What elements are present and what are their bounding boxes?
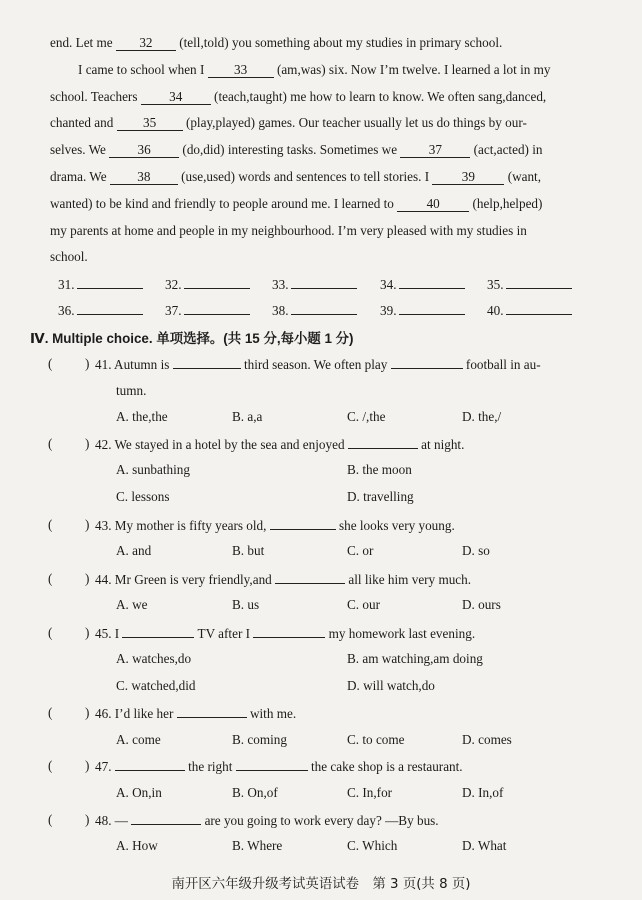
answer-35: 35. — [487, 276, 572, 293]
question-48-blank — [131, 812, 201, 825]
blank-39: 39 — [432, 169, 504, 185]
option-b[interactable]: B. On,of — [232, 785, 278, 800]
answer-38: 38. — [272, 302, 357, 319]
answer-paren-close: ) — [85, 625, 90, 640]
answer-paren-close: ) — [85, 436, 90, 451]
answer-38-line[interactable] — [291, 302, 357, 315]
blank-37: 37 — [400, 142, 470, 158]
answer-33: 33. — [272, 276, 357, 293]
question-48-text: 48. — are you going to work every day? —By bus. — [95, 813, 439, 828]
option-c[interactable]: C. lessons — [116, 489, 170, 504]
option-d[interactable]: D. the,/ — [462, 409, 502, 424]
answer-40: 40. — [487, 302, 572, 319]
option-c[interactable]: C. or — [347, 543, 374, 558]
option-b[interactable]: B. Where — [232, 838, 283, 853]
question-46-blank — [177, 705, 247, 718]
blank-32: 32 — [116, 35, 176, 51]
option-c[interactable]: C. /,the — [347, 409, 386, 424]
answer-34: 34. — [380, 276, 465, 293]
passage-line-3: school. Teachers 34 (teach,taught) me how to learn to know. We often sang,danced, — [50, 89, 547, 104]
answer-34-line[interactable] — [399, 276, 465, 289]
answer-paren-open[interactable]: ( — [48, 625, 53, 640]
question-41-blank-2 — [391, 356, 463, 369]
question-42-blank — [348, 436, 418, 449]
option-c[interactable]: C. to come — [347, 732, 405, 747]
answer-paren-open[interactable]: ( — [48, 356, 53, 371]
option-c[interactable]: C. our — [347, 597, 380, 612]
question-44-text: 44. Mr Green is very friendly,and all like him very much. — [95, 572, 472, 587]
passage-line-9: school. — [50, 249, 88, 264]
page-footer: 南开区六年级升级考试英语试卷 第 3 页(共 8 页) — [171, 877, 471, 892]
answer-31: 31. — [58, 276, 143, 293]
blank-34: 34 — [141, 89, 211, 105]
passage-line-1: end. Let me 32 (tell,told) you something about my studies in primary school. — [50, 35, 503, 50]
question-47-text: 47. the right the cake shop is a restaurant. — [95, 759, 463, 774]
question-46-text: 46. I’d like her with me. — [95, 706, 297, 721]
answer-paren-open[interactable]: ( — [48, 517, 53, 532]
blank-38: 38 — [110, 169, 178, 185]
question-43-blank — [270, 517, 336, 530]
question-42-text: 42. We stayed in a hotel by the sea and enjoyed at night. — [95, 437, 465, 452]
answer-32: 32. — [165, 276, 250, 293]
answer-39-line[interactable] — [399, 302, 465, 315]
option-d[interactable]: D. ours — [462, 597, 501, 612]
answer-37-line[interactable] — [184, 302, 250, 315]
option-b[interactable]: B. am watching,am doing — [347, 651, 483, 666]
answer-35-line[interactable] — [506, 276, 572, 289]
option-a[interactable]: A. On,in — [116, 785, 162, 800]
option-b[interactable]: B. a,a — [232, 409, 263, 424]
option-a[interactable]: A. and — [116, 543, 152, 558]
answer-paren-close: ) — [85, 705, 90, 720]
answer-32-line[interactable] — [184, 276, 250, 289]
option-b[interactable]: B. but — [232, 543, 265, 558]
answer-paren-open[interactable]: ( — [48, 436, 53, 451]
option-d[interactable]: D. so — [462, 543, 490, 558]
blank-36: 36 — [109, 142, 179, 158]
question-41-blank-1 — [173, 356, 241, 369]
question-44-blank — [275, 571, 345, 584]
answer-paren-open[interactable]: ( — [48, 705, 53, 720]
option-c[interactable]: C. Which — [347, 838, 398, 853]
answer-paren-open[interactable]: ( — [48, 758, 53, 773]
option-d[interactable]: D. comes — [462, 732, 512, 747]
answer-paren-open[interactable]: ( — [48, 812, 53, 827]
question-41-continuation: tumn. — [116, 383, 147, 398]
answer-paren-close: ) — [85, 758, 90, 773]
blank-35: 35 — [117, 115, 183, 131]
option-d[interactable]: D. In,of — [462, 785, 504, 800]
blank-40: 40 — [397, 196, 469, 212]
option-b[interactable]: B. the moon — [347, 462, 412, 477]
question-45-text: 45. I TV after I my homework last evening. — [95, 626, 476, 641]
passage-line-6: drama. We 38 (use,used) words and sentences to tell stories. I 39 (want, — [50, 169, 542, 184]
passage-line-5: selves. We 36 (do,did) interesting tasks. Sometimes we 37 (act,acted) in — [50, 142, 543, 157]
option-a[interactable]: A. come — [116, 732, 161, 747]
question-45-blank-1 — [122, 625, 194, 638]
answer-paren-close: ) — [85, 812, 90, 827]
answer-40-line[interactable] — [506, 302, 572, 315]
option-b[interactable]: B. us — [232, 597, 260, 612]
answer-33-line[interactable] — [291, 276, 357, 289]
question-47-blank-1 — [115, 758, 185, 771]
answer-39: 39. — [380, 302, 465, 319]
passage-line-7: wanted) to be kind and friendly to people around me. I learned to 40 (help,helped) — [50, 196, 543, 211]
question-47-blank-2 — [236, 758, 308, 771]
blank-33: 33 — [208, 62, 274, 78]
option-a[interactable]: A. watches,do — [116, 651, 192, 666]
option-d[interactable]: D. will watch,do — [347, 678, 435, 693]
option-a[interactable]: A. the,the — [116, 409, 168, 424]
answer-paren-close: ) — [85, 517, 90, 532]
answer-paren-close: ) — [85, 356, 90, 371]
option-a[interactable]: A. sunbathing — [116, 462, 190, 477]
option-a[interactable]: A. we — [116, 597, 148, 612]
option-b[interactable]: B. coming — [232, 732, 287, 747]
passage-line-8: my parents at home and people in my neighbourhood. I’m very pleased with my studies in — [50, 223, 527, 238]
passage-line-2: I came to school when I 33 (am,was) six. Now I’m twelve. I learned a lot in my — [78, 62, 551, 77]
answer-paren-close: ) — [85, 571, 90, 586]
answer-31-line[interactable] — [77, 276, 143, 289]
question-41-text: 41. Autumn is third season. We often play football in au- — [95, 357, 541, 372]
option-d[interactable]: D. What — [462, 838, 507, 853]
option-d[interactable]: D. travelling — [347, 489, 414, 504]
answer-36: 36. — [58, 302, 143, 319]
answer-37: 37. — [165, 302, 250, 319]
option-a[interactable]: A. How — [116, 838, 158, 853]
answer-paren-open[interactable]: ( — [48, 571, 53, 586]
question-45-blank-2 — [253, 625, 325, 638]
answer-36-line[interactable] — [77, 302, 143, 315]
passage-line-4: chanted and 35 (play,played) games. Our teacher usually let us do things by our- — [50, 115, 527, 130]
option-c[interactable]: C. In,for — [347, 785, 393, 800]
section-heading: Ⅳ. Multiple choice. 单项选择。(共 15 分,每小题 1 分) — [30, 331, 354, 346]
option-c[interactable]: C. watched,did — [116, 678, 196, 693]
question-43-text: 43. My mother is fifty years old, she looks very young. — [95, 518, 455, 533]
